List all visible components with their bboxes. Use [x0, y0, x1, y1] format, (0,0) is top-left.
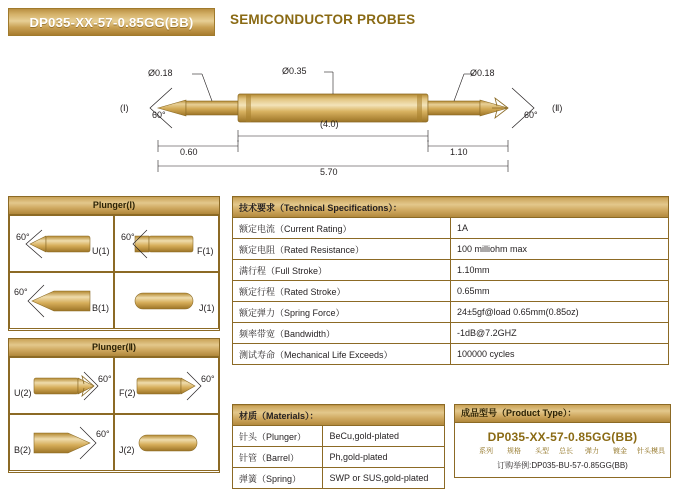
legend-length: 总长 [559, 448, 573, 455]
material-value: Ph,gold-plated [323, 447, 445, 468]
section-right-label: (Ⅱ) [552, 103, 563, 113]
plunger2-label-f2: F(2) [119, 388, 136, 398]
material-value: SWP or SUS,gold-plated [323, 468, 445, 489]
legend-series: 系列 [479, 448, 493, 455]
product-type-legend [455, 446, 670, 458]
specifications-table [232, 196, 669, 365]
plunger1-cell-b1[interactable] [9, 272, 114, 329]
page-header [8, 8, 669, 36]
plunger1-cell-f1[interactable] [114, 215, 219, 272]
material-key: 针头（Plunger） [233, 426, 323, 447]
legend-mold: 针头模具 [637, 448, 665, 455]
spec-value: 1A [451, 218, 669, 239]
plunger2-label-b2: B(2) [14, 445, 32, 455]
material-value: BeCu,gold-plated [323, 426, 445, 447]
materials-title: 材质（Materials）： [233, 405, 445, 426]
spec-key: 额定电阻（Rated Resistance） [233, 239, 451, 260]
dim-total: 5.70 [320, 167, 338, 177]
spec-value: 1.10mm [451, 260, 669, 281]
product-type-title: 成品型号（Product Type）： [455, 405, 670, 423]
plunger2-cell-j2[interactable] [114, 414, 219, 471]
spec-key: 额定行程（Rated Stroke） [233, 281, 451, 302]
table-row [233, 344, 669, 365]
angle-left-label: 60° [152, 110, 166, 120]
dia-mid-label: Ø0.35 [282, 66, 307, 76]
legend-force: 弹力 [585, 448, 599, 455]
plunger2-label-u2: U(2) [14, 388, 32, 398]
material-key: 弹簧（Spring） [233, 468, 323, 489]
materials-title-row [233, 405, 445, 426]
dia-left-label: Ø0.18 [148, 68, 173, 78]
table-row [233, 302, 669, 323]
plunger2-grid [9, 357, 219, 472]
plunger1-angle-b1: 60° [14, 287, 28, 297]
plunger1-cell-j1[interactable] [114, 272, 219, 329]
plunger2-angle-u2: 60° [98, 374, 112, 384]
spec-key: 测试寿命（Mechanical Life Exceeds） [233, 344, 451, 365]
product-type-box [454, 404, 671, 478]
spec-key: 额定电流（Current Rating） [233, 218, 451, 239]
plunger1-label-b1: B(1) [92, 303, 110, 313]
spec-key: 频率带宽（Bandwidth） [233, 323, 451, 344]
plunger2-cell-b2[interactable] [9, 414, 114, 471]
plunger1-label-f1: F(1) [197, 246, 214, 256]
product-type-code: DP035-XX-57-0.85GG(BB) [487, 430, 638, 444]
dim-left: 0.60 [180, 147, 198, 157]
probe-drawing-svg [120, 48, 590, 183]
plunger1-cell-u1[interactable] [9, 215, 114, 272]
dim-right: 1.10 [450, 147, 468, 157]
probe-drawing [120, 48, 590, 183]
plunger1-angle-f1: 60° [121, 232, 135, 242]
table-row [233, 260, 669, 281]
angle-right-label: 60° [524, 110, 538, 120]
table-row [233, 426, 445, 447]
specs-title: 技术要求（Technical Specifications）： [233, 197, 669, 218]
section-left-label: (Ⅰ) [120, 103, 129, 113]
part-number-badge: DP035-XX-57-0.85GG(BB) [8, 8, 215, 36]
spec-value: 100000 cycles [451, 344, 669, 365]
material-key: 针管（Barrel） [233, 447, 323, 468]
table-row [233, 468, 445, 489]
table-row [233, 447, 445, 468]
legend-tip: 头型 [535, 448, 549, 455]
spec-key: 额定弹力（Spring Force） [233, 302, 451, 323]
product-type-order-note: 订购举例:DP035-BU-57-0.85GG(BB) [497, 461, 628, 470]
spec-value: -1dB@7.2GHZ [451, 323, 669, 344]
plunger1-label-u1: U(1) [92, 246, 110, 256]
materials-table [232, 404, 445, 489]
legend-plating: 镀金 [613, 448, 627, 455]
plunger2-title: Plunger(Ⅱ) [9, 339, 219, 357]
plunger2-angle-f2: 60° [201, 374, 215, 384]
table-row [233, 281, 669, 302]
table-row [233, 218, 669, 239]
dia-right-label: Ø0.18 [470, 68, 495, 78]
plunger1-label-j1: J(1) [199, 303, 215, 313]
plunger2-box [8, 338, 220, 473]
table-row [233, 239, 669, 260]
specs-title-row [233, 197, 669, 218]
spec-value: 0.65mm [451, 281, 669, 302]
plunger2-label-j2: J(2) [119, 445, 135, 455]
plunger1-grid [9, 215, 219, 330]
plunger2-angle-b2: 60° [96, 429, 110, 439]
plunger1-title: Plunger(Ⅰ) [9, 197, 219, 215]
spec-key: 满行程（Full Stroke） [233, 260, 451, 281]
plunger1-box [8, 196, 220, 331]
dim-mid: (4.0) [320, 119, 339, 129]
legend-spec: 规格 [507, 448, 521, 455]
plunger2-cell-f2[interactable] [114, 357, 219, 414]
page-title: SEMICONDUCTOR PROBES [230, 12, 416, 27]
plunger2-cell-u2[interactable] [9, 357, 114, 414]
plunger1-angle-u1: 60° [16, 232, 30, 242]
spec-value: 100 milliohm max [451, 239, 669, 260]
table-row [233, 323, 669, 344]
spec-value: 24±5gf@load 0.65mm(0.85oz) [451, 302, 669, 323]
